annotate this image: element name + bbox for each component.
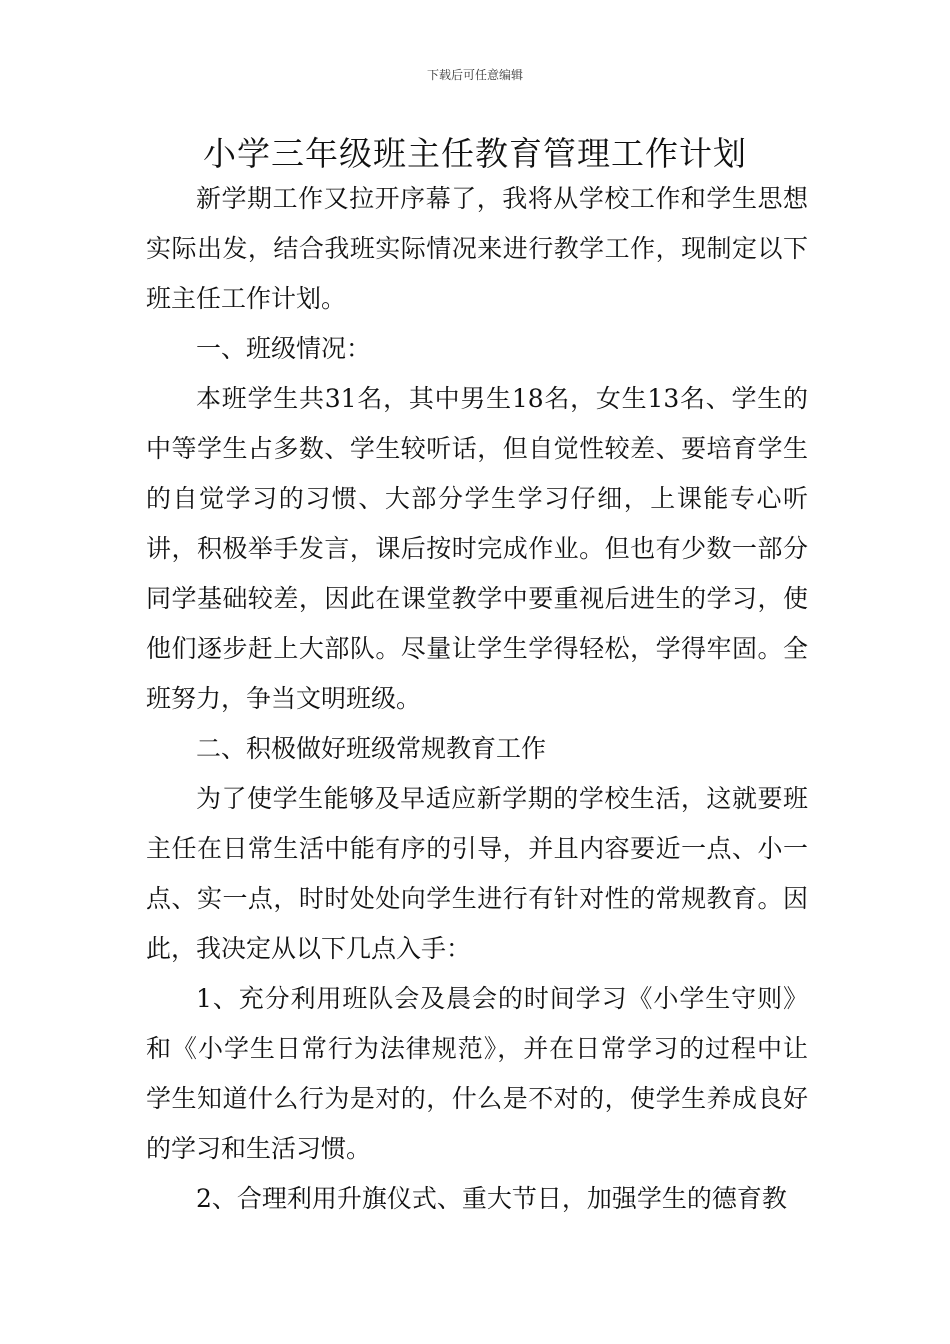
- list-item-1: 1、充分利用班队会及晨会的时间学习《小学生守则》和《小学生日常行为法律规范》，并在日常学习的过程中让学生知道什么行为是对的，什么是不对的，使学生养成良好的学习和生活习惯。: [146, 984, 808, 1163]
- section-heading-class-situation: 一、班级情况：: [196, 334, 372, 363]
- document-title: 小学三年级班主任教育管理工作计划: [203, 134, 747, 173]
- section-heading-routine-education: 二、积极做好班级常规教育工作: [196, 734, 547, 763]
- class-situation-paragraph: 本班学生共31名，其中男生18名，女生13名、学生的中等学生占多数、学生较听话，但自觉性较差、要培育学生的自觉学习的习惯、大部分学生学习仔细，上课能专心听讲，积极举手发言，课后按时完成作业。但也有少数一部分同学基础较差，因此在课堂教学中要重视后进生的学习，使他们逐步赶上大部队。尽量让学生学得轻松，学得牢固。全班努力，争当文明班级。: [146, 384, 808, 713]
- document-body: [146, 174, 808, 1224]
- header-note: 下载后可任意编辑: [426, 68, 523, 82]
- routine-education-paragraph: 为了使学生能够及早适应新学期的学校生活，这就要班主任在日常生活中能有序的引导，并且内容要近一点、小一点、实一点，时时处处向学生进行有针对性的常规教育。因此，我决定从以下几点入手：: [146, 784, 808, 963]
- list-item-2: 2、合理利用升旗仪式、重大节日，加强学生的德育教: [196, 1184, 787, 1213]
- intro-paragraph: 新学期工作又拉开序幕了，我将从学校工作和学生思想实际出发，结合我班实际情况来进行教学工作，现制定以下班主任工作计划。: [146, 184, 808, 313]
